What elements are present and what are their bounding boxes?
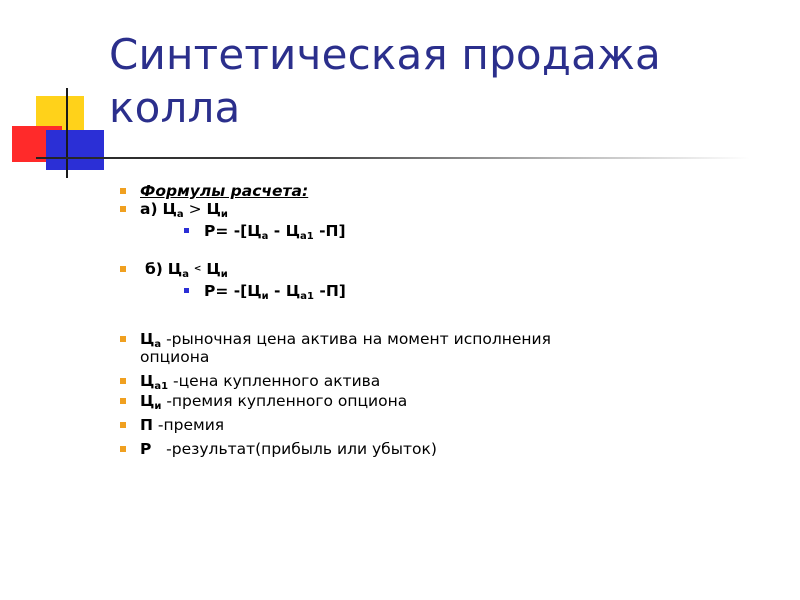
case-b-formula: $Р= -[Ц_и - Ц_{а1}$ -П] [120,282,560,300]
definition-item: П -премия [120,416,560,434]
formulas-heading-item [120,182,560,200]
slide-title [109,28,769,134]
title-underline [36,157,750,159]
bullet-icon [120,206,126,212]
bullet-icon [120,188,126,194]
bullet-icon [120,266,126,272]
slide-title-line1: Синтетическая продажа [109,30,661,79]
sub-bullet-icon [184,228,189,233]
definition-item: $Ц_и$ -премия купленного опциона [120,392,560,410]
bullet-icon [120,398,126,404]
bullet-icon [120,378,126,384]
bullet-icon [120,446,126,452]
definition-item: $Ц_{а1}$ -цена купленного актива [120,372,560,390]
slide-title-line2: колла [109,83,241,132]
case-a-condition: а) $Ц_а > Ц_и$ [120,200,560,218]
deco-blue-square [46,130,104,170]
case-b-condition: б) $Ц_а$ < $Ц_и$ [120,260,560,278]
slide-body [120,182,560,458]
bullet-icon [120,336,126,342]
definition-item: $Ц_а$ -рыночная цена актива на момент исполнения опциона [120,330,560,366]
deco-vertical-line [66,88,68,178]
bullet-icon [120,422,126,428]
sub-bullet-icon [184,288,189,293]
definition-item: Р -результат(прибыль или убыток) [120,440,560,458]
case-a-formula: $Р= -[Ц_а - Ц_{а1}$ -П] [120,222,560,240]
formulas-heading: Формулы расчета: [140,182,309,200]
